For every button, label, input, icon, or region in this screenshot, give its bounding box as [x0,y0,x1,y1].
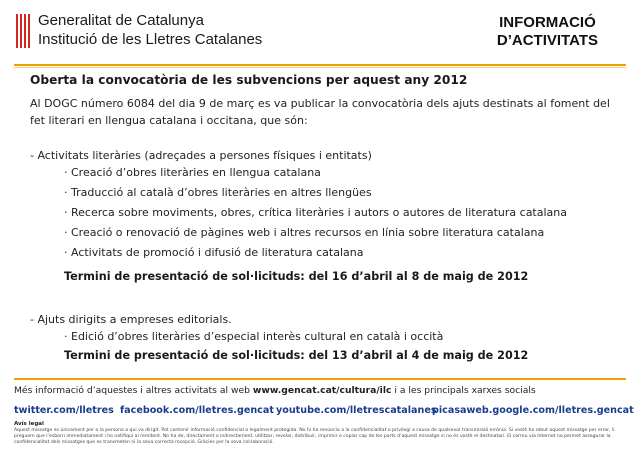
legal-notice-title: Avís legal [14,421,44,427]
tag-line-2: D’ACTIVITATS [496,32,598,49]
list-item: · Recerca sobre moviments, obres, crítica literàries i autors o autores de literatura catalana [64,206,567,219]
institution-name: Institució de les Lletres Catalanes [38,31,263,48]
literary-activities-list [64,163,624,263]
more-info-line [14,385,536,396]
section-title-literary-activities: - Activitats literàries (adreçades a persones físiques i entitats) [30,149,372,162]
footer-divider [14,378,626,380]
website-link[interactable]: www.gencat.cat/cultura/ilc [252,385,392,396]
legal-notice-text: Aquest missatge es únicament per a la persona a qui va dirigit. Pot contenir informació confidencial o legalment protegida. No hi ha renúncia a la confidencialitat o privilegi a causa de qualsevol transmissió errònia. Si vostè ha rebut aquest missatge per error, li preguem que l’esborri immediatament i ho notifiqui al remitent. No ha de, directament o indirectament, utilitzar, revelar, distribuir, imprimir o copiar cap de les parts d’aquest missatge si no és vostè el destinatari. El correu via Internet no permet assegurar la confidencialitat dels missatges que es transmeten ni la seva correcta recepció. Gràcies per la seva col·laboració. [14,428,615,445]
header-divider-light [14,67,626,68]
main-content [30,73,620,129]
header-divider [14,64,626,66]
twitter-link[interactable]: twitter.com/lletres [14,405,114,416]
publishers-list [64,327,624,347]
header [0,0,640,66]
tag-line-1: INFORMACIÓ [499,14,596,31]
deadline-literary-activities: Termini de presentació de sol·licituds: del 16 d’abril al 8 de maig de 2012 [64,270,529,283]
deadline-publishers: Termini de presentació de sol·licituds: del 13 d’abril al 4 de maig de 2012 [64,349,529,362]
list-item: · Creació d’obres literàries en llengua catalana [64,166,321,179]
generalitat-logo-icon [16,14,30,48]
headline: Oberta la convocatòria de les subvencions per aquest any 2012 [30,73,468,87]
facebook-link[interactable]: facebook.com/lletres.gencat [120,405,274,416]
list-item: · Traducció al català d’obres literàries en altres llengües [64,186,372,199]
intro-paragraph: Al DOGC número 6084 del dia 9 de març es va publicar la convocatòria dels ajuts destinats al foment del fet literari en llengua catalana i occitana, que són: [30,97,610,127]
more-info-prefix: Més informació d’aquestes i altres activitats al web [14,385,253,396]
document-tag [497,14,598,50]
org-name: Generalitat de Catalunya [38,12,204,29]
section-title-publishers: - Ajuts dirigits a empreses editorials. [30,313,232,326]
list-item: · Edició d’obres literàries d’especial interès cultural en català i occità [64,330,444,343]
picasa-link[interactable]: picasaweb.google.com/lletres.gencat [432,405,634,416]
more-info-suffix: i a les principals xarxes socials [391,385,536,396]
youtube-link[interactable]: youtube.com/lletrescatalanes [276,405,437,416]
list-item: · Creació o renovació de pàgines web i altres recursos en línia sobre literatura catalana [64,226,545,239]
list-item: · Activitats de promoció i difusió de literatura catalana [64,246,364,259]
